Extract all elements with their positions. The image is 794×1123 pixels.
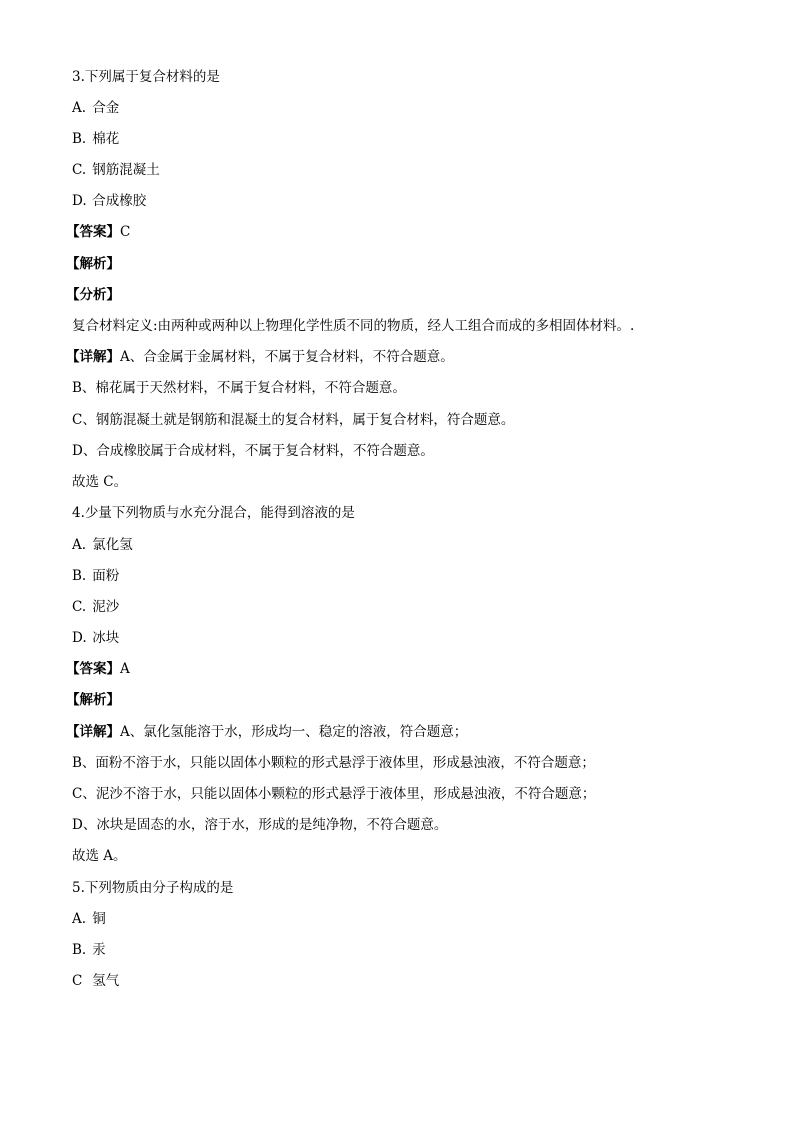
- q4-option-b: [72, 567, 119, 585]
- detail-label: 【详解】: [66, 349, 120, 365]
- q3-analysis-label: 【解析】: [66, 256, 120, 272]
- option-letter: B.: [72, 131, 87, 147]
- option-text: 氢气: [92, 973, 120, 989]
- q3-stem: 3.下列属于复合材料的是: [72, 69, 220, 85]
- detail-text: A、氯化氢能溶于水，形成均一、稳定的溶液，符合题意；: [120, 724, 468, 740]
- q3-conclusion: 故选 C。: [72, 474, 128, 490]
- answer-value: A: [120, 661, 130, 677]
- q3-detail-3: C、钢筋混凝土就是钢筋和混凝土的复合材料，属于复合材料，符合题意。: [72, 412, 515, 428]
- q3-detail-1: [66, 348, 454, 366]
- option-text: 铜: [92, 911, 106, 927]
- option-text: 汞: [92, 942, 106, 958]
- option-text: 钢筋混凝土: [92, 162, 160, 178]
- q4-conclusion: 故选 A。: [72, 848, 127, 864]
- q4-option-a: [72, 536, 133, 554]
- option-letter: D.: [72, 630, 87, 646]
- q3-fenxi-label: 【分析】: [66, 287, 120, 303]
- detail-label: 【详解】: [66, 724, 120, 740]
- q4-detail-4: D、冰块是固态的水，溶于水，形成的是纯净物，不符合题意。: [72, 817, 448, 833]
- option-text: 合金: [92, 100, 120, 116]
- q5-stem: 5.下列物质由分子构成的是: [72, 880, 234, 896]
- q3-option-c: [72, 161, 160, 179]
- q4-detail-2: B、面粉不溶于水，只能以固体小颗粒的形式悬浮于液体里，形成悬浊液，不符合题意；: [72, 755, 595, 771]
- option-letter: C.: [72, 162, 87, 178]
- q4-detail-3: C、泥沙不溶于水，只能以固体小颗粒的形式悬浮于液体里，形成悬浊液，不符合题意；: [72, 786, 596, 802]
- option-text: 合成橡胶: [92, 193, 147, 209]
- option-text: 棉花: [92, 131, 120, 147]
- q4-detail-1: [66, 723, 467, 741]
- q3-detail-2: B、棉花属于天然材料，不属于复合材料，不符合题意。: [72, 380, 406, 396]
- q3-detail-4: D、合成橡胶属于合成材料，不属于复合材料，不符合题意。: [72, 443, 434, 459]
- option-letter: B.: [72, 568, 87, 584]
- q3-option-d: [72, 192, 146, 210]
- option-letter: C.: [72, 599, 87, 615]
- q5-option-c: [72, 972, 119, 990]
- q3-option-b: [72, 130, 119, 148]
- detail-text: A、合金属于金属材料，不属于复合材料，不符合题意。: [120, 349, 454, 365]
- option-letter: D.: [72, 193, 87, 209]
- answer-label: 【答案】: [66, 224, 120, 240]
- option-text: 冰块: [92, 630, 120, 646]
- q4-answer: [66, 660, 130, 678]
- option-letter: A.: [72, 911, 87, 927]
- option-letter: A.: [72, 537, 87, 553]
- option-letter: C: [72, 973, 83, 989]
- q5-option-a: [72, 910, 106, 928]
- q4-option-d: [72, 629, 119, 647]
- q5-option-b: [72, 941, 106, 959]
- option-text: 氯化氢: [92, 537, 133, 553]
- q3-answer: [66, 223, 130, 241]
- option-text: 泥沙: [92, 599, 120, 615]
- q4-stem: 4.少量下列物质与水充分混合，能得到溶液的是: [72, 505, 355, 521]
- q3-option-a: [72, 99, 119, 117]
- option-text: 面粉: [92, 568, 120, 584]
- answer-value: C: [120, 224, 131, 240]
- q4-option-c: [72, 598, 119, 616]
- option-letter: B.: [72, 942, 87, 958]
- q4-analysis-label: 【解析】: [66, 692, 120, 708]
- option-letter: A.: [72, 100, 87, 116]
- answer-label: 【答案】: [66, 661, 120, 677]
- q3-fenxi-text: 复合材料定义:由两种或两种以上物理化学性质不同的物质，经人工组合而成的多相固体材料。.: [72, 318, 635, 334]
